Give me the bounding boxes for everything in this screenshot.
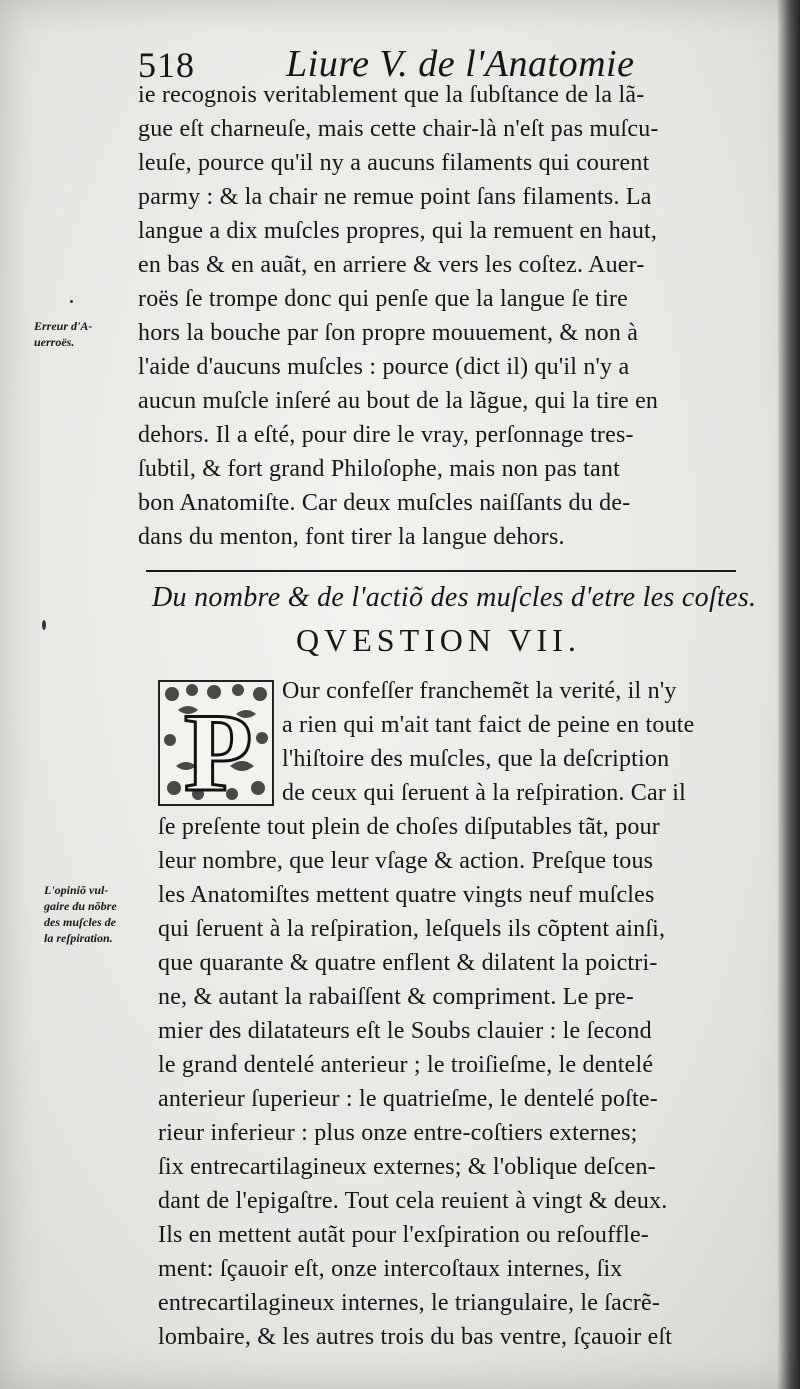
margin-note-opinion [44, 882, 117, 946]
margin-note-line: L'opiniõ vul- [44, 883, 109, 897]
text-line: ie recognois veritablement que la ſubſtance de la lã- [138, 82, 645, 108]
running-title: Liure V. de l'Anatomie [286, 43, 635, 85]
text-line: hors la bouche par ſon propre mouuement, & non à [138, 320, 639, 346]
margin-note-line: uerroës. [34, 335, 75, 349]
drop-cap-letter: P [184, 691, 253, 806]
question-heading: QVESTION VII. [296, 622, 581, 658]
text-line: roës ſe trompe donc qui penſe que la langue ſe tire [138, 286, 629, 312]
text-line: dehors. Il a eſté, pour dire le vray, perſonnage tres- [138, 422, 634, 448]
text-line: dans du menton, font tirer la langue dehors. [138, 524, 565, 550]
text-line: leur nombre, que leur vſage & action. Preſque tous [158, 848, 654, 874]
text-line: bon Anatomiſte. Car deux muſcles naiſſants du de- [138, 490, 631, 516]
margin-note-line: gaire du nõbre [44, 899, 117, 913]
text-line: gue eſt charneuſe, mais cette chair-là n'eſt pas muſcu- [138, 116, 659, 142]
text-line: mier des dilatateurs eſt le Soubs clauier : le ſecond [158, 1018, 652, 1044]
text-line: leuſe, pource qu'il ny a aucuns filaments qui courent [138, 150, 650, 176]
text-line: en bas & en auãt, en arriere & vers les coſtez. Auer- [138, 252, 645, 278]
text-line: ment: ſçauoir eſt, onze intercoſtaux internes, ſix [158, 1256, 623, 1282]
text-line: ſix entrecartilagineux externes; & l'oblique deſcen- [158, 1154, 656, 1180]
text-line: entrecartilagineux internes, le triangulaire, le ſacrẽ- [158, 1290, 661, 1316]
text-line: langue a dix muſcles propres, qui la remuent en haut, [138, 218, 658, 244]
text-line: ne, & autant la rabaiſſent & compriment. Le pre- [158, 984, 635, 1010]
text-line: l'hiſtoire des muſcles, que la deſcription [282, 746, 670, 772]
margin-note-line: des muſcles de [44, 915, 116, 929]
text-line: anterieur ſuperieur : le quatrieſme, le dentelé poſte- [158, 1086, 658, 1112]
text-line: lombaire, & les autres trois du bas ventre, ſçauoir eſt [158, 1324, 673, 1350]
text-line: parmy : & la chair ne remue point ſans filaments. La [138, 184, 652, 210]
text-line: le grand dentelé anterieur ; le troiſieſme, le dentelé [158, 1052, 654, 1078]
text-line: ſubtil, & fort grand Philoſophe, mais non pas tant [138, 456, 620, 482]
text-line: que quarante & quatre enflent & dilatent la poictri- [158, 950, 658, 976]
text-line: les Anatomiſtes mettent quatre vingts neuf muſcles [158, 882, 655, 908]
text-line: de ceux qui ſeruent à la reſpiration. Car il [282, 780, 686, 806]
section-title: Du nombre & de l'actiõ des muſcles d'etre les coſtes. [152, 582, 757, 613]
ink-speck [70, 300, 73, 303]
text-line: qui ſeruent à la reſpiration, leſquels ils cõptent ainſi, [158, 916, 666, 942]
ink-speck [42, 620, 46, 630]
text-line: Ils en mettent autãt pour l'exſpiration ou reſouffle- [158, 1222, 649, 1248]
page-number: 518 [138, 45, 195, 85]
text-line: rieur inferieur : plus onze entre-coſtiers externes; [158, 1120, 638, 1146]
text-line: ſe preſente tout plein de choſes diſputables tãt, pour [158, 814, 660, 840]
text-line: Our confeſſer franchemẽt la verité, il n'y [282, 678, 677, 704]
margin-note-line: Erreur d'A- [34, 319, 93, 333]
text-line: a rien qui m'ait tant faict de peine en toute [282, 712, 695, 738]
drop-cap-p [158, 680, 274, 806]
page-edge-shadow [778, 0, 800, 1389]
margin-note-line: la reſpiration. [44, 931, 113, 945]
margin-note-averroes [34, 318, 92, 350]
section-rule [146, 570, 736, 572]
text-line: dant de l'epigaſtre. Tout cela reuient à vingt & deux. [158, 1188, 668, 1214]
text-line: l'aide d'aucuns muſcles : pource (dict il) qu'il n'y a [138, 354, 630, 380]
text-line: aucun muſcle inſeré au bout de la lãgue, qui la tire en [138, 388, 659, 414]
